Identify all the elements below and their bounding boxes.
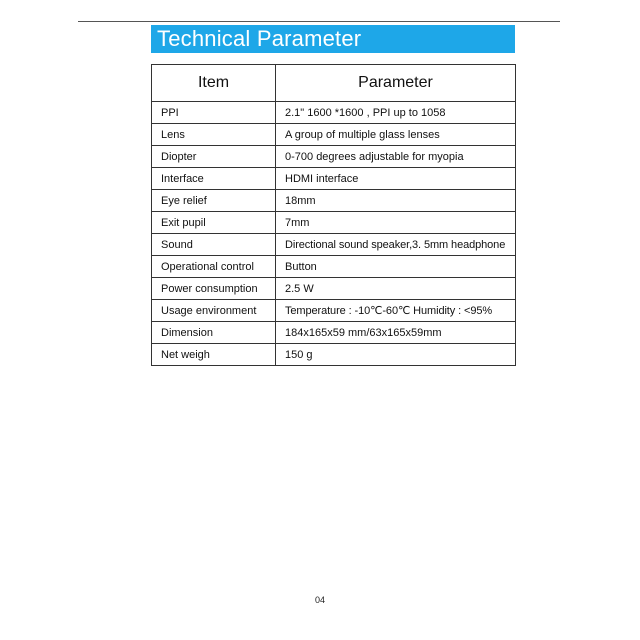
table-row [152,256,516,278]
row-item-label: PPI [152,102,276,124]
row-item-value: HDMI interface [276,168,516,190]
table-row [152,344,516,366]
row-item-value: 150 g [276,344,516,366]
row-item-value: Temperature : -10℃-60℃ Humidity : <95% [276,300,516,322]
row-item-label: Operational control [152,256,276,278]
row-item-value: 184x165x59 mm/63x165x59mm [276,322,516,344]
row-item-label: Dimension [152,322,276,344]
row-item-value: 2.1" 1600 *1600 , PPI up to 1058 [276,102,516,124]
header-item: Item [152,65,276,102]
row-item-label: Sound [152,234,276,256]
row-item-value: A group of multiple glass lenses [276,124,516,146]
row-item-label: Power consumption [152,278,276,300]
title-banner [151,25,515,53]
table-row [152,146,516,168]
table-row [152,212,516,234]
row-item-label: Lens [152,124,276,146]
row-item-label: Exit pupil [152,212,276,234]
table-row [152,168,516,190]
row-item-value: Directional sound speaker,3. 5mm headphone [276,234,516,256]
page-title: Technical Parameter [157,26,362,51]
page-number: 04 [314,595,325,605]
header-parameter: Parameter [276,65,516,102]
spec-table [151,64,516,366]
row-item-label: Eye relief [152,190,276,212]
row-item-value: 0-700 degrees adjustable for myopia [276,146,516,168]
top-divider [78,21,560,22]
table-header-row [152,65,516,102]
row-item-value: 2.5 W [276,278,516,300]
table-row [152,234,516,256]
table-row [152,322,516,344]
row-item-label: Usage environment [152,300,276,322]
row-item-label: Net weigh [152,344,276,366]
table-row [152,190,516,212]
table-row [152,102,516,124]
table-row [152,124,516,146]
row-item-value: 18mm [276,190,516,212]
row-item-value: 7mm [276,212,516,234]
row-item-label: Interface [152,168,276,190]
row-item-label: Diopter [152,146,276,168]
table-row [152,278,516,300]
row-item-value: Button [276,256,516,278]
table-row [152,300,516,322]
